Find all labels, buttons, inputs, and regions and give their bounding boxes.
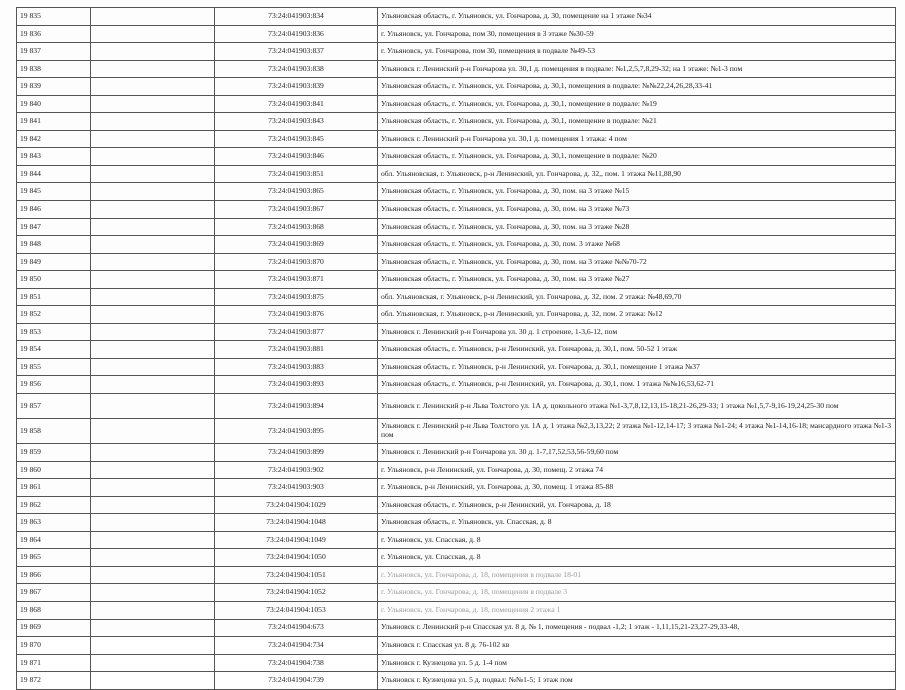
empty-cell xyxy=(91,601,215,619)
address-cell: г. Ульяновск, р-н Ленинский, ул. Гончарова, д. 30, помещ. 2 этажа 74 xyxy=(378,461,896,479)
empty-cell xyxy=(91,323,215,341)
empty-cell xyxy=(91,43,215,61)
address-cell: Ульяновск г. Ленинский р-н Гончарова ул. 30 д. 1 строение, 1-3,6-12, пом xyxy=(378,323,896,341)
table-row xyxy=(17,584,896,602)
table-row xyxy=(17,271,896,289)
address-cell: Ульяновская область, г. Ульяновск, ул. Гончарова, д. 30,1, помещение в подвале: №20 xyxy=(378,148,896,166)
row-number-cell: 19 852 xyxy=(17,306,91,324)
table-row xyxy=(17,619,896,637)
table-row xyxy=(17,130,896,148)
address-cell: Ульяновск г. Ленинский р-н Льва Толстого ул. 1А д. цокольного этажа №1-3,7,8,12,13,15-18,21-26,29-33; 1 этажа №1,5,7-9,16-19,24,25-30 пом xyxy=(378,394,896,419)
table-row xyxy=(17,306,896,324)
row-number-cell: 19 858 xyxy=(17,419,91,444)
address-cell: Ульяновская область, г. Ульяновск, р-н Ленинский, ул. Гончарова, д. 30,1, пом. 50-52 1 этаж xyxy=(378,341,896,359)
row-number-cell: 19 851 xyxy=(17,288,91,306)
cadastral-number-cell: 73:24:041903:837 xyxy=(215,43,378,61)
cadastral-number-cell: 73:24:041903:881 xyxy=(215,341,378,359)
table-row xyxy=(17,78,896,96)
row-number-cell: 19 842 xyxy=(17,130,91,148)
row-number-cell: 19 849 xyxy=(17,253,91,271)
table-row xyxy=(17,376,896,394)
empty-cell xyxy=(91,394,215,419)
cadastral-number-cell: 73:24:041903:899 xyxy=(215,444,378,462)
table-row xyxy=(17,672,896,690)
cadastral-number-cell: 73:24:041903:876 xyxy=(215,306,378,324)
table-row xyxy=(17,479,896,497)
cadastral-number-cell: 73:24:041904:739 xyxy=(215,672,378,690)
row-number-cell: 19 872 xyxy=(17,672,91,690)
table-row xyxy=(17,341,896,359)
cadastral-number-cell: 73:24:041903:865 xyxy=(215,183,378,201)
address-cell: Ульяновская область, г. Ульяновск, ул. Гончарова, д. 30, пом. на 3 этаже №28 xyxy=(378,218,896,236)
address-cell: г. Ульяновск, ул. Гончарова, пом 30, помещения в 3 этаже №30-59 xyxy=(378,25,896,43)
row-number-cell: 19 855 xyxy=(17,358,91,376)
row-number-cell: 19 859 xyxy=(17,444,91,462)
empty-cell xyxy=(91,514,215,532)
row-number-cell: 19 863 xyxy=(17,514,91,532)
row-number-cell: 19 868 xyxy=(17,601,91,619)
address-cell: Ульяновск г. Кузнецова ул. 5 д. 1-4 пом xyxy=(378,654,896,672)
cadastral-number-cell: 73:24:041903:851 xyxy=(215,165,378,183)
cadastral-number-cell: 73:24:041903:903 xyxy=(215,479,378,497)
address-cell: Ульяновская область, г. Ульяновск, ул. Гончарова, д. 30, пом. на 3 этаже №№70-72 xyxy=(378,253,896,271)
address-cell: Ульяновск г. Ленинский р-н Спасская ул. 8 д. № 1, помещения - подвал -1,2; 1 этаж - 1,11,15,21-23,27-29,33-48, xyxy=(378,619,896,637)
row-number-cell: 19 860 xyxy=(17,461,91,479)
cadastral-number-cell: 73:24:041904:1029 xyxy=(215,496,378,514)
row-number-cell: 19 867 xyxy=(17,584,91,602)
cadastral-number-cell: 73:24:041903:877 xyxy=(215,323,378,341)
row-number-cell: 19 839 xyxy=(17,78,91,96)
row-number-cell: 19 845 xyxy=(17,183,91,201)
table-row xyxy=(17,218,896,236)
empty-cell xyxy=(91,496,215,514)
row-number-cell: 19 864 xyxy=(17,531,91,549)
table-row xyxy=(17,201,896,219)
address-cell: Ульяновская область, г. Ульяновск, ул. Гончарова, д. 30,1, помещение в подвале: №21 xyxy=(378,113,896,131)
row-number-cell: 19 840 xyxy=(17,95,91,113)
cadastral-number-cell: 73:24:041903:883 xyxy=(215,358,378,376)
row-number-cell: 19 865 xyxy=(17,549,91,567)
cadastral-number-cell: 73:24:041903:846 xyxy=(215,148,378,166)
row-number-cell: 19 871 xyxy=(17,654,91,672)
address-cell: Ульяновск г. Спасская ул. 8 д. 76-102 кв xyxy=(378,637,896,655)
empty-cell xyxy=(91,201,215,219)
table-row xyxy=(17,358,896,376)
table-row xyxy=(17,165,896,183)
row-number-cell: 19 850 xyxy=(17,271,91,289)
address-cell: Ульяновская область, г. Ульяновск, р-н Ленинский, ул. Гончарова, д. 30,1, пом. 1 этажа №№16,53,62-71 xyxy=(378,376,896,394)
row-number-cell: 19 835 xyxy=(17,8,91,26)
row-number-cell: 19 838 xyxy=(17,60,91,78)
cadastral-number-cell: 73:24:041903:902 xyxy=(215,461,378,479)
empty-cell xyxy=(91,419,215,444)
cadastral-number-cell: 73:24:041903:869 xyxy=(215,236,378,254)
empty-cell xyxy=(91,444,215,462)
address-cell: Ульяновск г. Ленинский р-н Льва Толстого ул. 1А д. 1 этажа №2,3,13,22; 2 этажа №1-12,14-17; 3 этажа №1-24; 4 этажа №1-14,16-18; мансардного этажа №1-3 пом xyxy=(378,419,896,444)
empty-cell xyxy=(91,637,215,655)
cadastral-number-cell: 73:24:041903:871 xyxy=(215,271,378,289)
table-row xyxy=(17,531,896,549)
address-cell: Ульяновская область, г. Ульяновск, ул. Гончарова, д. 30, пом. 3 этаже №68 xyxy=(378,236,896,254)
empty-cell xyxy=(91,341,215,359)
cadastral-number-cell: 73:24:041903:836 xyxy=(215,25,378,43)
table-row xyxy=(17,444,896,462)
table-row xyxy=(17,419,896,444)
address-cell: Ульяновская область, г. Ульяновск, ул. Гончарова, д. 30, пом. на 3 этаже №27 xyxy=(378,271,896,289)
row-number-cell: 19 853 xyxy=(17,323,91,341)
empty-cell xyxy=(91,8,215,26)
row-number-cell: 19 861 xyxy=(17,479,91,497)
registry-table xyxy=(16,7,896,690)
address-cell: Ульяновск г. Ленинский р-н Гончарова ул. 30,1 д. помещения 1 этажа: 4 пом xyxy=(378,130,896,148)
table-row xyxy=(17,549,896,567)
cadastral-number-cell: 73:24:041903:894 xyxy=(215,394,378,419)
cadastral-number-cell: 73:24:041904:1053 xyxy=(215,601,378,619)
address-cell: г. Ульяновск, ул. Гончарова, д. 18, помещения в подвале 18-01 xyxy=(378,566,896,584)
empty-cell xyxy=(91,25,215,43)
cadastral-number-cell: 73:24:041904:738 xyxy=(215,654,378,672)
empty-cell xyxy=(91,148,215,166)
cadastral-number-cell: 73:24:041904:1052 xyxy=(215,584,378,602)
empty-cell xyxy=(91,165,215,183)
table-row xyxy=(17,60,896,78)
cadastral-number-cell: 73:24:041903:893 xyxy=(215,376,378,394)
table-row xyxy=(17,601,896,619)
empty-cell xyxy=(91,113,215,131)
empty-cell xyxy=(91,253,215,271)
table-row xyxy=(17,113,896,131)
row-number-cell: 19 837 xyxy=(17,43,91,61)
address-cell: обл. Ульяновская, г. Ульяновск, р-н Ленинский, ул. Гончарова, д. 32, пом. 2 этажа: №48,69,70 xyxy=(378,288,896,306)
table-row xyxy=(17,394,896,419)
row-number-cell: 19 836 xyxy=(17,25,91,43)
row-number-cell: 19 854 xyxy=(17,341,91,359)
address-cell: Ульяновск г. Ленинский р-н Гончарова ул. 30,1 д. помещения в подвале: №1,2,5,7,8,29-32; на 1 этаже: №1-3 пом xyxy=(378,60,896,78)
empty-cell xyxy=(91,479,215,497)
empty-cell xyxy=(91,60,215,78)
cadastral-number-cell: 73:24:041904:734 xyxy=(215,637,378,655)
table-row xyxy=(17,654,896,672)
address-cell: Ульяновск г. Кузнецова ул. 5 д. подвал: №№1-5; 1 этаж пом xyxy=(378,672,896,690)
row-number-cell: 19 846 xyxy=(17,201,91,219)
empty-cell xyxy=(91,549,215,567)
empty-cell xyxy=(91,531,215,549)
empty-cell xyxy=(91,130,215,148)
table-row xyxy=(17,8,896,26)
address-cell: Ульяновская область, г. Ульяновск, р-н Ленинский, ул. Гончарова, д. 30,1, помещение 1 этажа №37 xyxy=(378,358,896,376)
table-row xyxy=(17,288,896,306)
row-number-cell: 19 857 xyxy=(17,394,91,419)
table-row xyxy=(17,514,896,532)
cadastral-number-cell: 73:24:041903:845 xyxy=(215,130,378,148)
table-row xyxy=(17,148,896,166)
empty-cell xyxy=(91,306,215,324)
cadastral-number-cell: 73:24:041904:1049 xyxy=(215,531,378,549)
cadastral-number-cell: 73:24:041903:870 xyxy=(215,253,378,271)
address-cell: Ульяновская область, г. Ульяновск, ул. Гончарова, д. 30, помещение на 1 этаже №34 xyxy=(378,8,896,26)
cadastral-number-cell: 73:24:041903:867 xyxy=(215,201,378,219)
table-row xyxy=(17,637,896,655)
address-cell: Ульяновская область, г. Ульяновск, ул. Гончарова, д. 30, пом. на 3 этаже №15 xyxy=(378,183,896,201)
address-cell: Ульяновская область, г. Ульяновск, ул. Гончарова, д. 30, пом. на 3 этаже №73 xyxy=(378,201,896,219)
table-row xyxy=(17,496,896,514)
cadastral-number-cell: 73:24:041903:843 xyxy=(215,113,378,131)
row-number-cell: 19 844 xyxy=(17,165,91,183)
address-cell: Ульяновск г. Ленинский р-н Гончарова ул. 30 д. 1-7,17,52,53,56-59,60 пом xyxy=(378,444,896,462)
address-cell: г. Ульяновск, ул. Гончарова, пом 30, помещения в подвале №49-53 xyxy=(378,43,896,61)
table-row xyxy=(17,183,896,201)
table-row xyxy=(17,566,896,584)
cadastral-number-cell: 73:24:041904:1051 xyxy=(215,566,378,584)
address-cell: г. Ульяновск, ул. Гончарова, д. 18, помещения в подвале 3 xyxy=(378,584,896,602)
empty-cell xyxy=(91,584,215,602)
empty-cell xyxy=(91,78,215,96)
row-number-cell: 19 843 xyxy=(17,148,91,166)
table-row xyxy=(17,461,896,479)
address-cell: г. Ульяновск, р-н Ленинский, ул. Гончарова, д. 30, помещ. 1 этажа 85-88 xyxy=(378,479,896,497)
table-row xyxy=(17,25,896,43)
empty-cell xyxy=(91,183,215,201)
empty-cell xyxy=(91,376,215,394)
table-row xyxy=(17,95,896,113)
address-cell: Ульяновская область, г. Ульяновск, ул. Гончарова, д. 30,1, помещения в подвале: №№22,24,26,28,33-41 xyxy=(378,78,896,96)
empty-cell xyxy=(91,566,215,584)
address-cell: г. Ульяновск, ул. Спасская, д. 8 xyxy=(378,549,896,567)
empty-cell xyxy=(91,672,215,690)
registry-rows xyxy=(17,8,896,690)
row-number-cell: 19 866 xyxy=(17,566,91,584)
address-cell: Ульяновская область, г. Ульяновск, ул. Гончарова, д. 30,1, помещение в подвале: №19 xyxy=(378,95,896,113)
cadastral-number-cell: 73:24:041903:834 xyxy=(215,8,378,26)
row-number-cell: 19 847 xyxy=(17,218,91,236)
cadastral-number-cell: 73:24:041904:1050 xyxy=(215,549,378,567)
table-row xyxy=(17,43,896,61)
cadastral-number-cell: 73:24:041903:838 xyxy=(215,60,378,78)
table-row xyxy=(17,253,896,271)
cadastral-number-cell: 73:24:041903:895 xyxy=(215,419,378,444)
empty-cell xyxy=(91,95,215,113)
cadastral-number-cell: 73:24:041904:673 xyxy=(215,619,378,637)
address-cell: Ульяновская область, г. Ульяновск, р-н Ленинский, ул. Гончарова, д. 18 xyxy=(378,496,896,514)
address-cell: г. Ульяновск, ул. Спасская, д. 8 xyxy=(378,531,896,549)
row-number-cell: 19 848 xyxy=(17,236,91,254)
address-cell: обл. Ульяновская, г. Ульяновск, р-н Ленинский, ул. Гончарова, д. 32,, пом. 1 этажа №11,88,90 xyxy=(378,165,896,183)
cadastral-number-cell: 73:24:041903:839 xyxy=(215,78,378,96)
empty-cell xyxy=(91,619,215,637)
row-number-cell: 19 869 xyxy=(17,619,91,637)
address-cell: Ульяновская область, г. Ульяновск, ул. Спасская, д. 8 xyxy=(378,514,896,532)
empty-cell xyxy=(91,288,215,306)
cadastral-number-cell: 73:24:041903:868 xyxy=(215,218,378,236)
row-number-cell: 19 841 xyxy=(17,113,91,131)
cadastral-number-cell: 73:24:041904:1048 xyxy=(215,514,378,532)
cadastral-number-cell: 73:24:041903:875 xyxy=(215,288,378,306)
table-row xyxy=(17,323,896,341)
empty-cell xyxy=(91,461,215,479)
empty-cell xyxy=(91,654,215,672)
empty-cell xyxy=(91,271,215,289)
row-number-cell: 19 862 xyxy=(17,496,91,514)
empty-cell xyxy=(91,236,215,254)
cadastral-number-cell: 73:24:041903:841 xyxy=(215,95,378,113)
row-number-cell: 19 870 xyxy=(17,637,91,655)
empty-cell xyxy=(91,358,215,376)
row-number-cell: 19 856 xyxy=(17,376,91,394)
table-row xyxy=(17,236,896,254)
address-cell: обл. Ульяновская, г. Ульяновск, р-н Ленинский, ул. Гончарова, д. 32, пом. 2 этажа: №12 xyxy=(378,306,896,324)
empty-cell xyxy=(91,218,215,236)
address-cell: г. Ульяновск, ул. Гончарова, д. 18, помещения 2 этажа 1 xyxy=(378,601,896,619)
